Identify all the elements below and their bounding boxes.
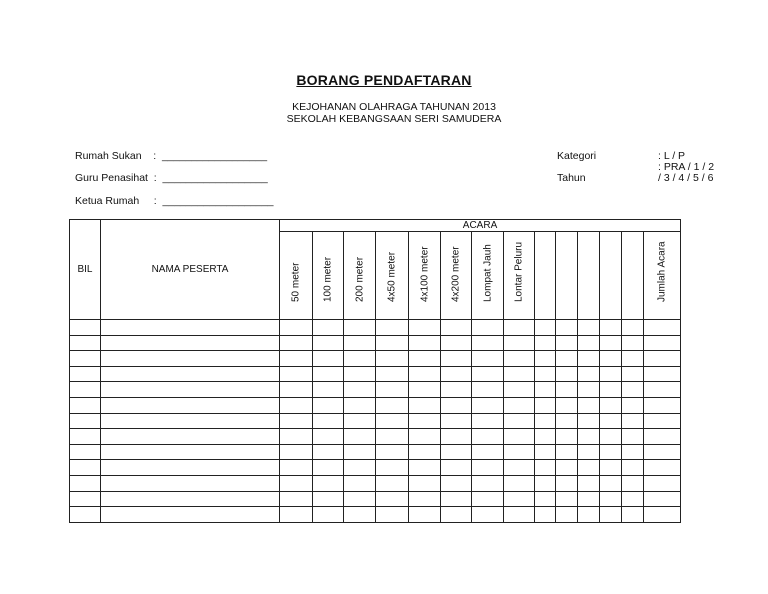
event-cell[interactable]	[504, 320, 535, 336]
nama-cell[interactable]	[101, 475, 280, 491]
event-cell[interactable]	[280, 320, 313, 336]
event-header-12	[622, 232, 644, 320]
event-cell[interactable]	[344, 397, 376, 413]
event-cell[interactable]	[472, 397, 504, 413]
event-cell[interactable]	[441, 475, 472, 491]
event-cell[interactable]	[376, 413, 409, 429]
event-header-0	[280, 232, 313, 320]
event-header-10	[578, 232, 600, 320]
nama-cell[interactable]	[101, 397, 280, 413]
event-cell[interactable]	[344, 444, 376, 460]
event-cell[interactable]	[600, 413, 622, 429]
nama-cell[interactable]	[101, 429, 280, 445]
bil-header	[70, 220, 101, 320]
nama-cell[interactable]	[101, 507, 280, 523]
bil-cell[interactable]	[70, 475, 101, 491]
event-cell[interactable]	[644, 491, 681, 507]
event-cell[interactable]	[313, 335, 344, 351]
event-cell[interactable]	[622, 351, 644, 367]
event-cell[interactable]	[472, 429, 504, 445]
event-cell[interactable]	[376, 507, 409, 523]
event-cell[interactable]	[622, 460, 644, 476]
event-label: 4x200 meter	[450, 246, 462, 302]
event-cell[interactable]	[535, 413, 556, 429]
tahun-label: Tahun	[557, 172, 586, 184]
event-cell[interactable]	[578, 444, 600, 460]
event-cell[interactable]	[344, 320, 376, 336]
table-row	[70, 366, 681, 382]
event-cell[interactable]	[376, 335, 409, 351]
event-cell[interactable]	[344, 335, 376, 351]
event-cell[interactable]	[535, 507, 556, 523]
event-cell[interactable]	[376, 397, 409, 413]
event-cell[interactable]	[535, 351, 556, 367]
nama-cell[interactable]	[101, 366, 280, 382]
bil-cell[interactable]	[70, 460, 101, 476]
event-cell[interactable]	[376, 475, 409, 491]
event-cell[interactable]	[409, 475, 441, 491]
event-cell[interactable]	[280, 444, 313, 460]
event-cell[interactable]	[376, 460, 409, 476]
event-cell[interactable]	[409, 335, 441, 351]
event-cell[interactable]	[280, 460, 313, 476]
event-cell[interactable]	[535, 397, 556, 413]
nama-cell[interactable]	[101, 460, 280, 476]
event-cell[interactable]	[535, 475, 556, 491]
event-cell[interactable]	[622, 475, 644, 491]
event-cell[interactable]	[441, 351, 472, 367]
bil-cell[interactable]	[70, 320, 101, 336]
event-cell[interactable]	[504, 475, 535, 491]
event-cell[interactable]	[644, 429, 681, 445]
event-cell[interactable]	[556, 382, 578, 398]
event-cell[interactable]	[472, 475, 504, 491]
event-label: Jumlah Acara	[656, 241, 668, 302]
acara-header-label: ACARA	[462, 220, 498, 231]
event-cell[interactable]	[556, 475, 578, 491]
event-cell[interactable]	[600, 444, 622, 460]
nama-cell[interactable]	[101, 351, 280, 367]
event-cell[interactable]	[622, 444, 644, 460]
event-cell[interactable]	[376, 320, 409, 336]
event-cell[interactable]	[578, 351, 600, 367]
event-cell[interactable]	[409, 429, 441, 445]
event-label: 50 meter	[290, 262, 302, 302]
event-cell[interactable]	[280, 366, 313, 382]
table-row	[70, 335, 681, 351]
event-cell[interactable]	[313, 351, 344, 367]
event-cell[interactable]	[313, 413, 344, 429]
table-row	[70, 382, 681, 398]
event-cell[interactable]	[578, 491, 600, 507]
event-cell[interactable]	[600, 460, 622, 476]
bil-cell[interactable]	[70, 335, 101, 351]
event-cell[interactable]	[504, 460, 535, 476]
event-cell[interactable]	[344, 351, 376, 367]
event-cell[interactable]	[535, 491, 556, 507]
event-cell[interactable]	[376, 444, 409, 460]
event-cell[interactable]	[441, 444, 472, 460]
event-cell[interactable]	[441, 491, 472, 507]
event-cell[interactable]	[280, 413, 313, 429]
event-cell[interactable]	[472, 460, 504, 476]
event-cell[interactable]	[600, 382, 622, 398]
table-row	[70, 491, 681, 507]
event-cell[interactable]	[535, 366, 556, 382]
event-cell[interactable]	[600, 475, 622, 491]
event-cell[interactable]	[441, 413, 472, 429]
event-cell[interactable]	[578, 460, 600, 476]
event-cell[interactable]	[556, 460, 578, 476]
event-cell[interactable]	[644, 351, 681, 367]
event-cell[interactable]	[344, 475, 376, 491]
event-cell[interactable]	[504, 413, 535, 429]
event-cell[interactable]	[556, 444, 578, 460]
event-cell[interactable]	[409, 351, 441, 367]
event-cell[interactable]	[578, 335, 600, 351]
event-cell[interactable]	[622, 507, 644, 523]
event-cell[interactable]	[376, 382, 409, 398]
event-cell[interactable]	[344, 491, 376, 507]
bil-cell[interactable]	[70, 444, 101, 460]
event-cell[interactable]	[376, 491, 409, 507]
event-cell[interactable]	[441, 507, 472, 523]
event-cell[interactable]	[578, 507, 600, 523]
event-cell[interactable]	[409, 366, 441, 382]
event-cell[interactable]	[280, 429, 313, 445]
event-cell[interactable]	[376, 351, 409, 367]
kategori-value-2: : PRA / 1 / 2	[658, 161, 715, 173]
event-cell[interactable]	[472, 507, 504, 523]
event-cell[interactable]	[556, 366, 578, 382]
event-cell[interactable]	[313, 382, 344, 398]
event-cell[interactable]	[441, 429, 472, 445]
event-header-13	[644, 232, 681, 320]
event-cell[interactable]	[313, 507, 344, 523]
event-cell[interactable]	[600, 320, 622, 336]
event-cell[interactable]	[644, 413, 681, 429]
event-cell[interactable]	[644, 444, 681, 460]
event-cell[interactable]	[313, 460, 344, 476]
school-name: SEKOLAH KEBANGSAAN SERI SAMUDERA	[286, 113, 502, 125]
nama-cell[interactable]	[101, 491, 280, 507]
event-cell[interactable]	[376, 429, 409, 445]
event-cell[interactable]	[344, 460, 376, 476]
event-cell[interactable]	[313, 320, 344, 336]
event-header-9	[556, 232, 578, 320]
ketua-rumah-field: Ketua Rumah : ___________________	[75, 195, 274, 207]
event-cell[interactable]	[344, 507, 376, 523]
event-label: 200 meter	[354, 256, 365, 302]
bil-cell[interactable]	[70, 382, 101, 398]
event-cell[interactable]	[622, 397, 644, 413]
event-cell[interactable]	[504, 382, 535, 398]
event-cell[interactable]	[472, 413, 504, 429]
bil-cell[interactable]	[70, 413, 101, 429]
nama-header	[101, 220, 280, 320]
event-cell[interactable]	[578, 366, 600, 382]
event-cell[interactable]	[280, 335, 313, 351]
event-cell[interactable]	[556, 429, 578, 445]
event-cell[interactable]	[600, 335, 622, 351]
bil-cell[interactable]	[70, 366, 101, 382]
event-header-3	[376, 232, 409, 320]
kategori-value: : L / P	[658, 150, 686, 162]
event-cell[interactable]	[622, 366, 644, 382]
event-header-1	[313, 232, 344, 320]
event-label: 100 meter	[322, 256, 334, 302]
table-row	[70, 460, 681, 476]
event-cell[interactable]	[472, 351, 504, 367]
event-cell[interactable]	[622, 413, 644, 429]
event-cell[interactable]	[535, 460, 556, 476]
event-cell[interactable]	[535, 320, 556, 336]
event-cell[interactable]	[409, 460, 441, 476]
event-cell[interactable]	[441, 335, 472, 351]
guru-penasihat-field: Guru Penasihat : __________________	[75, 172, 268, 184]
event-cell[interactable]	[600, 429, 622, 445]
bil-cell[interactable]	[70, 397, 101, 413]
event-cell[interactable]	[313, 429, 344, 445]
event-cell[interactable]	[313, 397, 344, 413]
event-cell[interactable]	[578, 397, 600, 413]
event-cell[interactable]	[472, 444, 504, 460]
event-cell[interactable]	[441, 460, 472, 476]
event-cell[interactable]	[600, 366, 622, 382]
event-header-5	[441, 232, 472, 320]
event-cell[interactable]	[556, 491, 578, 507]
event-label: Lontar Peluru	[513, 241, 525, 302]
event-cell[interactable]	[344, 429, 376, 445]
event-cell[interactable]	[578, 413, 600, 429]
event-cell[interactable]	[622, 491, 644, 507]
event-cell[interactable]	[556, 397, 578, 413]
event-cell[interactable]	[280, 491, 313, 507]
event-cell[interactable]	[504, 491, 535, 507]
event-cell[interactable]	[535, 429, 556, 445]
table-row	[70, 413, 681, 429]
event-cell[interactable]	[504, 335, 535, 351]
nama-cell[interactable]	[101, 382, 280, 398]
nama-cell[interactable]	[101, 335, 280, 351]
event-cell[interactable]	[556, 351, 578, 367]
event-cell[interactable]	[535, 382, 556, 398]
event-cell[interactable]	[313, 444, 344, 460]
bil-cell[interactable]	[70, 429, 101, 445]
event-name: KEJOHANAN OLAHRAGA TAHUNAN 2013	[292, 101, 496, 113]
event-cell[interactable]	[535, 444, 556, 460]
event-cell[interactable]	[644, 335, 681, 351]
event-cell[interactable]	[578, 382, 600, 398]
event-cell[interactable]	[644, 366, 681, 382]
event-cell[interactable]	[472, 382, 504, 398]
event-cell[interactable]	[472, 320, 504, 336]
event-cell[interactable]	[578, 475, 600, 491]
event-cell[interactable]	[472, 335, 504, 351]
event-cell[interactable]	[644, 320, 681, 336]
event-cell[interactable]	[622, 335, 644, 351]
event-cell[interactable]	[644, 397, 681, 413]
event-cell[interactable]	[504, 429, 535, 445]
event-cell[interactable]	[344, 382, 376, 398]
event-cell[interactable]	[472, 366, 504, 382]
table-row	[70, 444, 681, 460]
event-cell[interactable]	[600, 397, 622, 413]
event-header-2	[344, 232, 376, 320]
event-cell[interactable]	[504, 366, 535, 382]
nama-cell[interactable]	[101, 413, 280, 429]
nama-header-label: NAMA PESERTA	[151, 264, 229, 275]
event-cell[interactable]	[504, 444, 535, 460]
bil-cell[interactable]	[70, 491, 101, 507]
event-label: 4x50 meter	[386, 251, 398, 302]
event-cell[interactable]	[441, 366, 472, 382]
event-cell[interactable]	[409, 320, 441, 336]
event-cell[interactable]	[556, 507, 578, 523]
event-cell[interactable]	[622, 429, 644, 445]
event-cell[interactable]	[644, 507, 681, 523]
event-cell[interactable]	[578, 429, 600, 445]
event-cell[interactable]	[622, 320, 644, 336]
event-header-6	[472, 232, 504, 320]
event-cell[interactable]	[600, 507, 622, 523]
event-cell[interactable]	[441, 320, 472, 336]
event-cell[interactable]	[600, 351, 622, 367]
event-cell[interactable]	[644, 460, 681, 476]
event-cell[interactable]	[535, 335, 556, 351]
bil-header-label: BIL	[77, 264, 93, 275]
event-cell[interactable]	[644, 475, 681, 491]
event-header-8	[535, 232, 556, 320]
event-cell[interactable]	[504, 397, 535, 413]
event-label: 4x100 meter	[419, 246, 430, 302]
event-cell[interactable]	[313, 491, 344, 507]
event-header-7	[504, 232, 535, 320]
event-cell[interactable]	[280, 351, 313, 367]
table-row	[70, 397, 681, 413]
event-header-11	[600, 232, 622, 320]
event-cell[interactable]	[644, 382, 681, 398]
table-row	[70, 475, 681, 491]
event-cell[interactable]	[344, 413, 376, 429]
table-row	[70, 320, 681, 336]
rumah-sukan-field: Rumah Sukan : __________________	[75, 150, 268, 162]
event-cell[interactable]	[344, 366, 376, 382]
event-cell[interactable]	[600, 491, 622, 507]
event-cell[interactable]	[409, 382, 441, 398]
registration-table	[69, 219, 681, 523]
event-header-4	[409, 232, 441, 320]
event-cell[interactable]	[472, 491, 504, 507]
tahun-value: / 3 / 4 / 5 / 6	[658, 172, 714, 184]
nama-cell[interactable]	[101, 320, 280, 336]
event-cell[interactable]	[376, 366, 409, 382]
event-cell[interactable]	[313, 475, 344, 491]
event-cell[interactable]	[409, 397, 441, 413]
event-cell[interactable]	[441, 397, 472, 413]
event-cell[interactable]	[280, 507, 313, 523]
kategori-label: Kategori	[557, 150, 597, 162]
bil-cell[interactable]	[70, 351, 101, 367]
event-cell[interactable]	[409, 491, 441, 507]
event-label: Lompat Jauh	[482, 244, 493, 302]
event-cell[interactable]	[441, 382, 472, 398]
event-cell[interactable]	[409, 507, 441, 523]
event-cell[interactable]	[556, 320, 578, 336]
event-cell[interactable]	[409, 413, 441, 429]
nama-cell[interactable]	[101, 444, 280, 460]
event-cell[interactable]	[280, 397, 313, 413]
event-cell[interactable]	[622, 382, 644, 398]
table-row	[70, 351, 681, 367]
table-row	[70, 429, 681, 445]
table-row	[70, 507, 681, 523]
acara-header	[280, 220, 681, 232]
event-cell[interactable]	[504, 507, 535, 523]
event-cell[interactable]	[280, 475, 313, 491]
form-title: BORANG PENDAFTARAN	[296, 72, 472, 88]
event-cell[interactable]	[280, 382, 313, 398]
event-cell[interactable]	[578, 320, 600, 336]
event-cell[interactable]	[556, 335, 578, 351]
event-cell[interactable]	[409, 444, 441, 460]
event-cell[interactable]	[313, 366, 344, 382]
event-cell[interactable]	[556, 413, 578, 429]
bil-cell[interactable]	[70, 507, 101, 523]
event-cell[interactable]	[504, 351, 535, 367]
